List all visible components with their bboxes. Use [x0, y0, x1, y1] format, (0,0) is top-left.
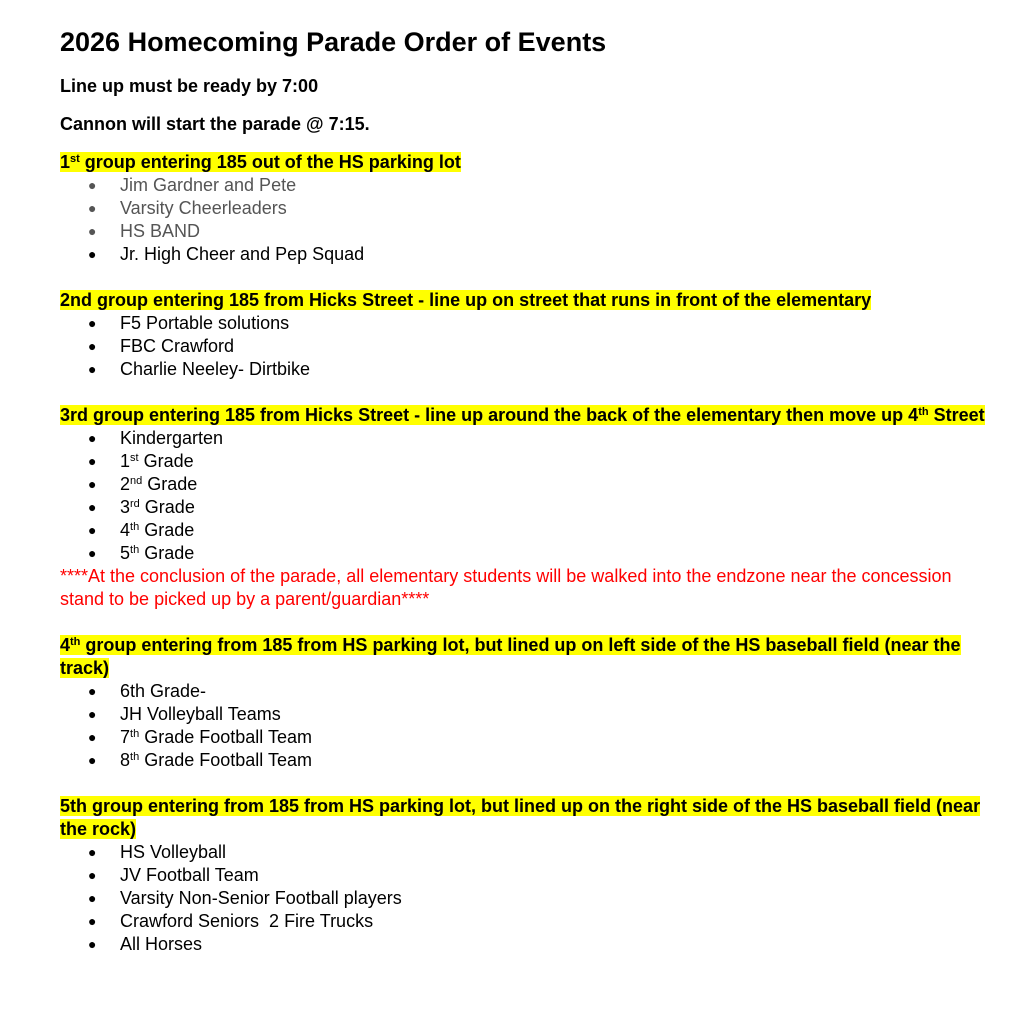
list-item-text: Grade [138, 451, 194, 471]
list-item [88, 335, 1000, 358]
list-item [88, 220, 1000, 243]
ordinal: th [130, 751, 140, 763]
bullet-icon: ● [88, 545, 97, 561]
list-item-text: HS BAND [120, 221, 201, 241]
group-3-heading-end: Street [928, 405, 985, 425]
list-item [88, 358, 1000, 381]
bullet-icon: ● [88, 499, 97, 515]
ordinal: st [130, 452, 139, 464]
list-item [88, 450, 1000, 473]
list-item-text: Varsity Cheerleaders [120, 198, 287, 218]
group-1-heading-text: group entering 185 out of the HS parking lot [79, 152, 461, 172]
list-item-text: Crawford Seniors 2 Fire Trucks [120, 911, 374, 931]
list-item [88, 680, 1000, 703]
group-4-heading-text: group entering from 185 from HS parking lot, but lined up on left side of the HS baseball field (near the track) [60, 635, 961, 678]
list-item-text: HS Volleyball [120, 842, 227, 862]
bullet-icon: ● [88, 683, 97, 699]
list-item-text: 1 [120, 451, 131, 471]
group-1-number: 1 [60, 152, 71, 172]
document-title: 2026 Homecoming Parade Order of Events [60, 27, 607, 57]
group-1-list [60, 174, 1000, 266]
list-item [88, 841, 1000, 864]
list-item-text: Kindergarten [120, 428, 224, 448]
bullet-icon: ● [88, 246, 97, 262]
bullet-icon: ● [88, 752, 97, 768]
list-item [88, 496, 1000, 519]
group-1-heading [60, 151, 1000, 174]
group-4-ordinal: th [70, 636, 81, 648]
list-item-text: Jr. High Cheer and Pep Squad [120, 244, 365, 264]
bullet-icon: ● [88, 200, 97, 216]
group-3-list [60, 427, 1000, 565]
list-item-text: F5 Portable solutions [120, 313, 290, 333]
bullet-icon: ● [88, 453, 97, 469]
list-item-text: JH Volleyball Teams [120, 704, 281, 724]
bullet-icon: ● [88, 476, 97, 492]
bullet-icon: ● [88, 844, 97, 860]
list-item [88, 427, 1000, 450]
list-item [88, 312, 1000, 335]
list-item [88, 473, 1000, 496]
ordinal: th [130, 544, 140, 556]
list-item-text: 8 [120, 750, 131, 770]
group-3-heading [60, 404, 1000, 427]
list-item-text: All Horses [120, 934, 203, 954]
list-item [88, 910, 1000, 933]
list-item-text: 7 [120, 727, 131, 747]
list-item [88, 887, 1000, 910]
bullet-icon: ● [88, 729, 97, 745]
list-item-text: 3 [120, 497, 131, 517]
list-item [88, 933, 1000, 956]
group-2-heading-text: 2nd group entering 185 from Hicks Street - line up on street that runs in front of the elementary [60, 290, 872, 310]
group-5-heading [60, 795, 1000, 841]
ordinal: th [130, 521, 140, 533]
list-item-text: Grade [139, 520, 195, 540]
list-item-text: Grade [139, 543, 195, 563]
list-item [88, 726, 1000, 749]
list-item-text: Jim Gardner and Pete [120, 175, 297, 195]
list-item-text: 5 [120, 543, 131, 563]
document-page [60, 22, 1000, 956]
list-item [88, 243, 1000, 266]
bullet-icon: ● [88, 361, 97, 377]
bullet-icon: ● [88, 338, 97, 354]
bullet-icon: ● [88, 867, 97, 883]
group-4-list [60, 680, 1000, 772]
pickup-notice: ****At the conclusion of the parade, all elementary students will be walked into the endzone near the concession stand to be picked up by a parent/guardian**** [60, 566, 952, 609]
group-5-heading-text: 5th group entering from 185 from HS parking lot, but lined up on the right side of the HS baseball field (near the rock) [60, 796, 981, 839]
group-2-heading [60, 289, 1000, 312]
group-4-heading [60, 634, 1000, 680]
bullet-icon: ● [88, 890, 97, 906]
list-item [88, 197, 1000, 220]
ordinal: th [130, 728, 140, 740]
list-item [88, 519, 1000, 542]
bullet-icon: ● [88, 177, 97, 193]
group-5-list [60, 841, 1000, 956]
list-item [88, 703, 1000, 726]
bullet-icon: ● [88, 913, 97, 929]
list-item-text: FBC Crawford [120, 336, 235, 356]
list-item-text: Grade Football Team [139, 727, 312, 747]
bullet-icon: ● [88, 522, 97, 538]
group-4-number: 4 [60, 635, 71, 655]
list-item-text: JV Football Team [120, 865, 259, 885]
lineup-time: Line up must be ready by 7:00 [60, 76, 319, 96]
list-item-text: Grade [139, 497, 195, 517]
bullet-icon: ● [88, 223, 97, 239]
list-item-text: 6th Grade- [120, 681, 207, 701]
group-2-list [60, 312, 1000, 381]
group-3-ordinal: th [918, 406, 929, 418]
bullet-icon: ● [88, 936, 97, 952]
list-item [88, 864, 1000, 887]
list-item [88, 174, 1000, 197]
list-item-text: Grade [142, 474, 198, 494]
list-item [88, 542, 1000, 565]
list-item-text: Charlie Neeley- Dirtbike [120, 359, 311, 379]
ordinal: nd [130, 475, 143, 487]
cannon-start: Cannon will start the parade @ 7:15. [60, 114, 370, 134]
list-item-text: 2 [120, 474, 131, 494]
group-3-heading-text: 3rd group entering 185 from Hicks Street - line up around the back of the elementary then move up 4 [60, 405, 919, 425]
bullet-icon: ● [88, 430, 97, 446]
bullet-icon: ● [88, 315, 97, 331]
list-item-text: 4 [120, 520, 131, 540]
list-item-text: Grade Football Team [139, 750, 312, 770]
bullet-icon: ● [88, 706, 97, 722]
group-1-ordinal: st [70, 153, 80, 165]
list-item-text: Varsity Non-Senior Football players [120, 888, 402, 908]
ordinal: rd [130, 498, 140, 510]
list-item [88, 749, 1000, 772]
